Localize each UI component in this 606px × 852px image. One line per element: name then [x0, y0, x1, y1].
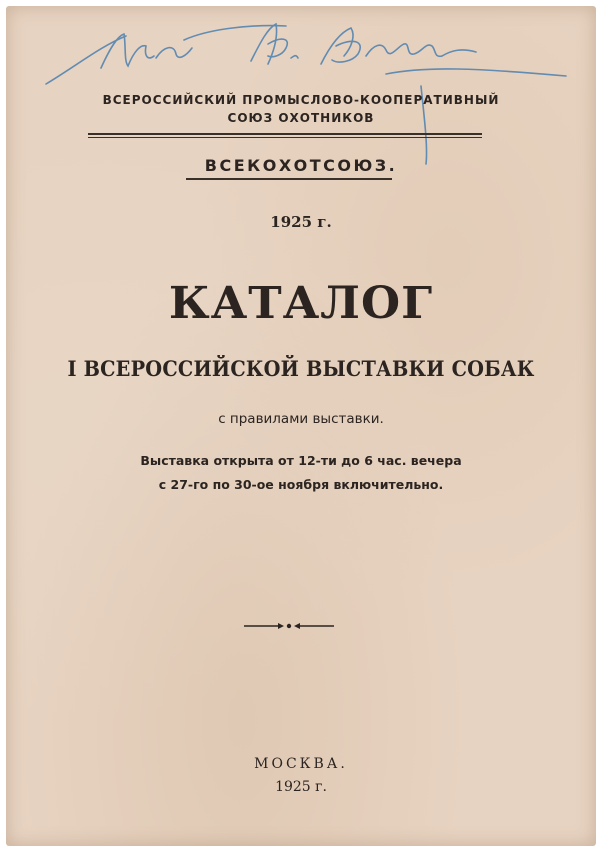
organization-line-1: ВСЕРОССИЙСКИЙ ПРОМЫСЛОВО-КООПЕРАТИВНЫЙ [102, 93, 500, 107]
publication-year-top: 1925 г. [270, 213, 332, 231]
publication-city: МОСКВА. [254, 756, 348, 772]
header-rule-thick [88, 133, 482, 135]
organization-line-2: СОЮЗ ОХОТНИКОВ [227, 111, 375, 125]
catalog-title: КАТАЛОГ [168, 278, 434, 329]
exhibition-dates: с 27-го по 30-ое ноября включительно. [158, 477, 444, 492]
ornament-divider-icon [242, 620, 336, 632]
exhibition-subtitle: I ВСЕРОССИЙСКОЙ ВЫСТАВКИ СОБАК [67, 356, 535, 381]
publication-year-bottom: 1925 г. [275, 779, 327, 795]
exhibition-hours: Выставка открыта от 12-ти до 6 час. вечера [140, 453, 462, 468]
book-cover [6, 6, 596, 846]
header-rule-thin [88, 137, 482, 138]
organization-abbreviation: ВСЕКОХОТСОЮЗ. [204, 156, 398, 175]
rules-line: с правилами выставки. [218, 411, 384, 427]
abbreviation-underline [186, 178, 392, 180]
handwritten-signature [6, 6, 596, 166]
